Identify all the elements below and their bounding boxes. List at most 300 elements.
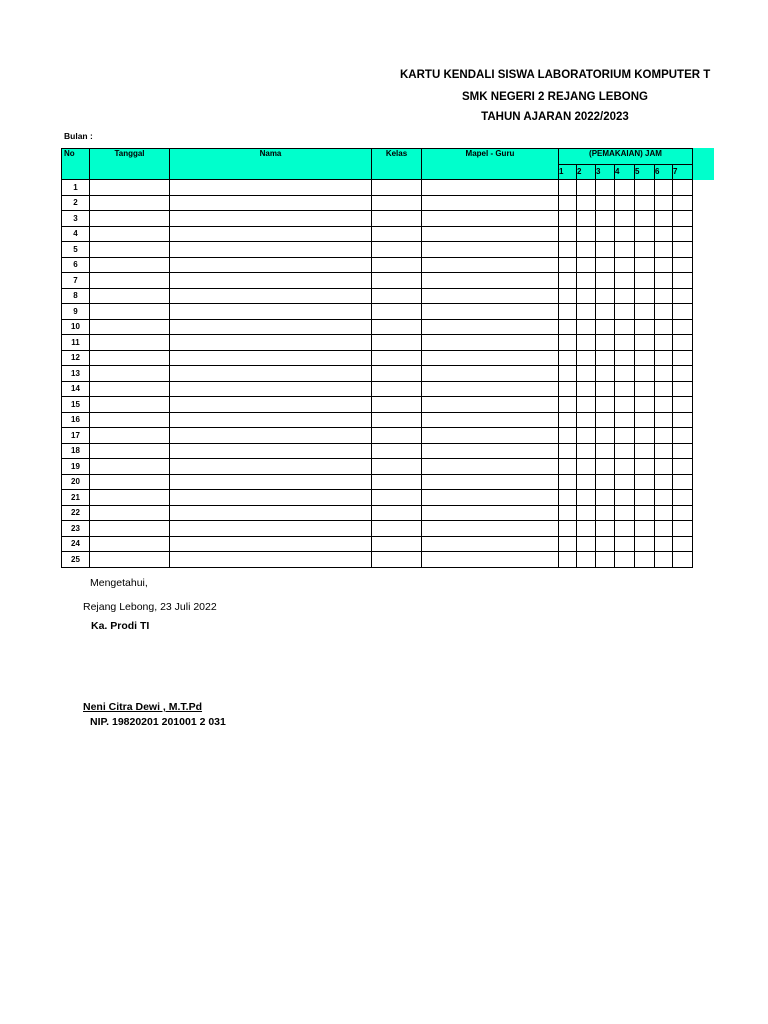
tanggal-cell	[90, 211, 170, 227]
jam-4-cell	[615, 443, 635, 459]
tanggal-cell	[90, 242, 170, 258]
kelas-cell	[372, 397, 422, 413]
jam-7-cell	[673, 474, 693, 490]
tanggal-cell	[90, 180, 170, 196]
signer-name: Neni Citra Dewi , M.T.Pd	[83, 701, 203, 713]
row-number: 22	[62, 505, 90, 521]
jam-5-cell	[635, 242, 655, 258]
document-title: KARTU KENDALI SISWA LABORATORIUM KOMPUTER T	[400, 69, 711, 81]
jam-col-5: 5	[635, 164, 655, 180]
jam-3-cell	[596, 397, 615, 413]
jam-1-cell	[559, 350, 577, 366]
jam-5-cell	[635, 474, 655, 490]
mapel-guru-cell	[422, 350, 559, 366]
jam-3-cell	[596, 195, 615, 211]
jam-3-cell	[596, 474, 615, 490]
jam-4-cell	[615, 521, 635, 537]
jam-7-cell	[673, 273, 693, 289]
place-date: Rejang Lebong, 23 Juli 2022	[83, 601, 217, 613]
jam-7-cell	[673, 552, 693, 568]
jam-1-cell	[559, 490, 577, 506]
jam-2-cell	[577, 211, 596, 227]
nama-cell	[170, 397, 372, 413]
jam-6-cell	[655, 490, 673, 506]
kelas-cell	[372, 257, 422, 273]
jam-5-cell	[635, 335, 655, 351]
table-row	[62, 412, 693, 428]
kelas-cell	[372, 490, 422, 506]
jam-5-cell	[635, 552, 655, 568]
table-row	[62, 521, 693, 537]
jam-3-cell	[596, 536, 615, 552]
mapel-guru-cell	[422, 319, 559, 335]
jam-3-cell	[596, 273, 615, 289]
jam-5-cell	[635, 226, 655, 242]
table-row	[62, 443, 693, 459]
tanggal-cell	[90, 397, 170, 413]
jam-2-cell	[577, 319, 596, 335]
jam-1-cell	[559, 412, 577, 428]
tanggal-cell	[90, 335, 170, 351]
kelas-cell	[372, 366, 422, 382]
table-row	[62, 490, 693, 506]
row-number: 2	[62, 195, 90, 211]
jam-1-cell	[559, 397, 577, 413]
table-row	[62, 211, 693, 227]
jam-3-cell	[596, 211, 615, 227]
nama-cell	[170, 257, 372, 273]
jam-3-cell	[596, 552, 615, 568]
row-number: 18	[62, 443, 90, 459]
row-number: 11	[62, 335, 90, 351]
mapel-guru-cell	[422, 211, 559, 227]
tanggal-cell	[90, 552, 170, 568]
jam-6-cell	[655, 319, 673, 335]
tanggal-cell	[90, 428, 170, 444]
jam-4-cell	[615, 552, 635, 568]
tanggal-cell	[90, 288, 170, 304]
jam-7-cell	[673, 288, 693, 304]
jam-3-cell	[596, 319, 615, 335]
jam-6-cell	[655, 180, 673, 196]
jam-2-cell	[577, 443, 596, 459]
nama-cell	[170, 459, 372, 475]
jam-6-cell	[655, 335, 673, 351]
kelas-cell	[372, 319, 422, 335]
jam-1-cell	[559, 195, 577, 211]
col-header-kelas: Kelas	[372, 149, 422, 180]
jam-2-cell	[577, 350, 596, 366]
jam-3-cell	[596, 350, 615, 366]
jam-6-cell	[655, 304, 673, 320]
table-row	[62, 335, 693, 351]
row-number: 3	[62, 211, 90, 227]
month-label: Bulan :	[64, 131, 93, 141]
row-number: 23	[62, 521, 90, 537]
jam-7-cell	[673, 443, 693, 459]
mapel-guru-cell	[422, 366, 559, 382]
jam-3-cell	[596, 226, 615, 242]
jam-3-cell	[596, 490, 615, 506]
tanggal-cell	[90, 474, 170, 490]
jam-6-cell	[655, 397, 673, 413]
jam-1-cell	[559, 257, 577, 273]
kelas-cell	[372, 226, 422, 242]
jam-3-cell	[596, 242, 615, 258]
jam-1-cell	[559, 366, 577, 382]
jam-2-cell	[577, 397, 596, 413]
row-number: 14	[62, 381, 90, 397]
jam-7-cell	[673, 350, 693, 366]
jam-2-cell	[577, 552, 596, 568]
jam-4-cell	[615, 505, 635, 521]
jam-6-cell	[655, 505, 673, 521]
jam-col-4: 4	[615, 164, 635, 180]
jam-7-cell	[673, 397, 693, 413]
kelas-cell	[372, 552, 422, 568]
table-row	[62, 505, 693, 521]
kelas-cell	[372, 381, 422, 397]
jam-7-cell	[673, 505, 693, 521]
jam-5-cell	[635, 288, 655, 304]
tanggal-cell	[90, 443, 170, 459]
jam-4-cell	[615, 180, 635, 196]
jam-5-cell	[635, 319, 655, 335]
jam-6-cell	[655, 366, 673, 382]
table-row	[62, 366, 693, 382]
jam-7-cell	[673, 211, 693, 227]
table-row	[62, 273, 693, 289]
jam-5-cell	[635, 366, 655, 382]
nama-cell	[170, 304, 372, 320]
jam-6-cell	[655, 350, 673, 366]
nama-cell	[170, 211, 372, 227]
signer-position: Ka. Prodi TI	[91, 620, 150, 632]
jam-7-cell	[673, 536, 693, 552]
nama-cell	[170, 319, 372, 335]
jam-5-cell	[635, 257, 655, 273]
jam-1-cell	[559, 521, 577, 537]
jam-5-cell	[635, 195, 655, 211]
jam-2-cell	[577, 335, 596, 351]
col-header-tanggal: Tanggal	[90, 149, 170, 180]
tanggal-cell	[90, 412, 170, 428]
jam-6-cell	[655, 428, 673, 444]
nama-cell	[170, 521, 372, 537]
jam-3-cell	[596, 335, 615, 351]
jam-6-cell	[655, 257, 673, 273]
jam-6-cell	[655, 211, 673, 227]
tanggal-cell	[90, 195, 170, 211]
col-header-jam: (PEMAKAIAN) JAM	[559, 149, 693, 165]
row-number: 21	[62, 490, 90, 506]
jam-4-cell	[615, 211, 635, 227]
kelas-cell	[372, 211, 422, 227]
mapel-guru-cell	[422, 397, 559, 413]
jam-7-cell	[673, 319, 693, 335]
jam-6-cell	[655, 242, 673, 258]
table-row	[62, 350, 693, 366]
col-header-nama: Nama	[170, 149, 372, 180]
jam-1-cell	[559, 288, 577, 304]
jam-2-cell	[577, 195, 596, 211]
row-number: 19	[62, 459, 90, 475]
jam-3-cell	[596, 180, 615, 196]
tanggal-cell	[90, 273, 170, 289]
jam-7-cell	[673, 428, 693, 444]
row-number: 12	[62, 350, 90, 366]
jam-4-cell	[615, 490, 635, 506]
jam-4-cell	[615, 366, 635, 382]
mapel-guru-cell	[422, 459, 559, 475]
table-row	[62, 257, 693, 273]
tanggal-cell	[90, 536, 170, 552]
jam-col-6: 6	[655, 164, 673, 180]
nama-cell	[170, 412, 372, 428]
jam-2-cell	[577, 459, 596, 475]
jam-4-cell	[615, 350, 635, 366]
jam-4-cell	[615, 412, 635, 428]
jam-7-cell	[673, 335, 693, 351]
jam-4-cell	[615, 226, 635, 242]
nama-cell	[170, 335, 372, 351]
kelas-cell	[372, 335, 422, 351]
jam-3-cell	[596, 381, 615, 397]
control-table	[61, 148, 693, 568]
tanggal-cell	[90, 319, 170, 335]
mapel-guru-cell	[422, 335, 559, 351]
mapel-guru-cell	[422, 505, 559, 521]
jam-7-cell	[673, 490, 693, 506]
nama-cell	[170, 350, 372, 366]
jam-2-cell	[577, 521, 596, 537]
row-number: 25	[62, 552, 90, 568]
jam-1-cell	[559, 335, 577, 351]
jam-1-cell	[559, 242, 577, 258]
kelas-cell	[372, 180, 422, 196]
jam-3-cell	[596, 412, 615, 428]
jam-5-cell	[635, 397, 655, 413]
jam-4-cell	[615, 195, 635, 211]
jam-4-cell	[615, 257, 635, 273]
row-number: 7	[62, 273, 90, 289]
row-number: 5	[62, 242, 90, 258]
nama-cell	[170, 366, 372, 382]
table-row	[62, 474, 693, 490]
jam-3-cell	[596, 257, 615, 273]
jam-4-cell	[615, 288, 635, 304]
jam-1-cell	[559, 381, 577, 397]
kelas-cell	[372, 273, 422, 289]
table-row	[62, 552, 693, 568]
jam-5-cell	[635, 490, 655, 506]
kelas-cell	[372, 195, 422, 211]
jam-6-cell	[655, 288, 673, 304]
mapel-guru-cell	[422, 428, 559, 444]
jam-7-cell	[673, 257, 693, 273]
col-header-mapel-guru: Mapel - Guru	[422, 149, 559, 180]
jam-4-cell	[615, 319, 635, 335]
jam-1-cell	[559, 428, 577, 444]
jam-6-cell	[655, 412, 673, 428]
school-name: SMK NEGERI 2 REJANG LEBONG	[462, 91, 648, 103]
jam-6-cell	[655, 226, 673, 242]
kelas-cell	[372, 443, 422, 459]
jam-col-7: 7	[673, 164, 693, 180]
tanggal-cell	[90, 257, 170, 273]
tanggal-cell	[90, 350, 170, 366]
jam-2-cell	[577, 257, 596, 273]
jam-6-cell	[655, 459, 673, 475]
col-header-no: No	[62, 149, 90, 180]
jam-5-cell	[635, 412, 655, 428]
jam-5-cell	[635, 521, 655, 537]
table-row	[62, 304, 693, 320]
jam-2-cell	[577, 226, 596, 242]
jam-3-cell	[596, 521, 615, 537]
academic-year: TAHUN AJARAN 2022/2023	[481, 111, 629, 123]
jam-2-cell	[577, 180, 596, 196]
jam-1-cell	[559, 180, 577, 196]
jam-4-cell	[615, 304, 635, 320]
jam-2-cell	[577, 242, 596, 258]
jam-col-1: 1	[559, 164, 577, 180]
jam-3-cell	[596, 304, 615, 320]
jam-2-cell	[577, 474, 596, 490]
jam-2-cell	[577, 381, 596, 397]
nama-cell	[170, 195, 372, 211]
table-row	[62, 195, 693, 211]
row-number: 10	[62, 319, 90, 335]
jam-1-cell	[559, 211, 577, 227]
acknowledgement-label: Mengetahui,	[90, 577, 148, 589]
kelas-cell	[372, 428, 422, 444]
jam-5-cell	[635, 350, 655, 366]
tanggal-cell	[90, 505, 170, 521]
jam-4-cell	[615, 536, 635, 552]
tanggal-cell	[90, 304, 170, 320]
jam-5-cell	[635, 304, 655, 320]
kelas-cell	[372, 521, 422, 537]
jam-6-cell	[655, 552, 673, 568]
jam-6-cell	[655, 195, 673, 211]
tanggal-cell	[90, 381, 170, 397]
kelas-cell	[372, 242, 422, 258]
jam-5-cell	[635, 211, 655, 227]
jam-2-cell	[577, 412, 596, 428]
kelas-cell	[372, 288, 422, 304]
jam-5-cell	[635, 381, 655, 397]
jam-6-cell	[655, 536, 673, 552]
nama-cell	[170, 288, 372, 304]
tanggal-cell	[90, 490, 170, 506]
jam-1-cell	[559, 319, 577, 335]
table-row	[62, 180, 693, 196]
header-fill-overflow	[693, 148, 714, 180]
jam-6-cell	[655, 521, 673, 537]
tanggal-cell	[90, 521, 170, 537]
mapel-guru-cell	[422, 521, 559, 537]
tanggal-cell	[90, 226, 170, 242]
kelas-cell	[372, 536, 422, 552]
jam-6-cell	[655, 273, 673, 289]
mapel-guru-cell	[422, 474, 559, 490]
nama-cell	[170, 536, 372, 552]
jam-4-cell	[615, 381, 635, 397]
jam-4-cell	[615, 335, 635, 351]
jam-2-cell	[577, 273, 596, 289]
table-row	[62, 319, 693, 335]
jam-5-cell	[635, 459, 655, 475]
row-number: 1	[62, 180, 90, 196]
nama-cell	[170, 180, 372, 196]
jam-5-cell	[635, 443, 655, 459]
kelas-cell	[372, 474, 422, 490]
jam-2-cell	[577, 536, 596, 552]
jam-7-cell	[673, 381, 693, 397]
table-row	[62, 242, 693, 258]
nama-cell	[170, 428, 372, 444]
kelas-cell	[372, 304, 422, 320]
jam-1-cell	[559, 273, 577, 289]
jam-7-cell	[673, 226, 693, 242]
mapel-guru-cell	[422, 257, 559, 273]
jam-1-cell	[559, 459, 577, 475]
jam-7-cell	[673, 412, 693, 428]
table-row	[62, 397, 693, 413]
jam-3-cell	[596, 428, 615, 444]
jam-7-cell	[673, 521, 693, 537]
jam-2-cell	[577, 366, 596, 382]
mapel-guru-cell	[422, 273, 559, 289]
jam-7-cell	[673, 180, 693, 196]
jam-3-cell	[596, 443, 615, 459]
mapel-guru-cell	[422, 443, 559, 459]
jam-7-cell	[673, 459, 693, 475]
jam-1-cell	[559, 505, 577, 521]
jam-7-cell	[673, 195, 693, 211]
mapel-guru-cell	[422, 536, 559, 552]
nama-cell	[170, 474, 372, 490]
mapel-guru-cell	[422, 226, 559, 242]
table-row	[62, 226, 693, 242]
mapel-guru-cell	[422, 552, 559, 568]
jam-4-cell	[615, 242, 635, 258]
nama-cell	[170, 505, 372, 521]
kelas-cell	[372, 459, 422, 475]
jam-7-cell	[673, 304, 693, 320]
jam-2-cell	[577, 288, 596, 304]
jam-5-cell	[635, 180, 655, 196]
nama-cell	[170, 226, 372, 242]
kelas-cell	[372, 505, 422, 521]
jam-1-cell	[559, 536, 577, 552]
row-number: 15	[62, 397, 90, 413]
nama-cell	[170, 552, 372, 568]
mapel-guru-cell	[422, 242, 559, 258]
jam-2-cell	[577, 428, 596, 444]
table-row	[62, 381, 693, 397]
row-number: 4	[62, 226, 90, 242]
jam-7-cell	[673, 242, 693, 258]
table-row	[62, 288, 693, 304]
jam-1-cell	[559, 474, 577, 490]
row-number: 17	[62, 428, 90, 444]
jam-2-cell	[577, 304, 596, 320]
kelas-cell	[372, 412, 422, 428]
mapel-guru-cell	[422, 412, 559, 428]
jam-2-cell	[577, 505, 596, 521]
